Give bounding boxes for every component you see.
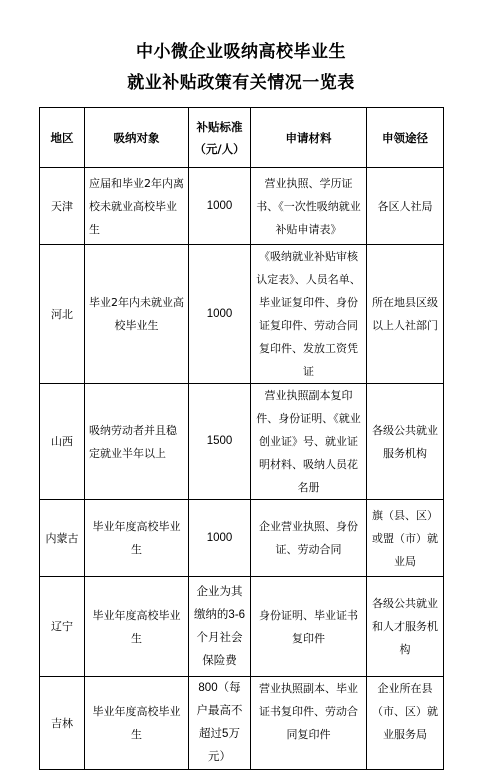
table-row [40,168,444,245]
cell-channel: 各级公共就业服务机构 [367,384,444,500]
table-row [40,245,444,384]
cell-channel: 旗（县、区）或盟（市）就业局 [367,500,444,577]
policy-table [39,107,444,770]
cell-standard: 800（每户最高不超过5万元） [189,677,251,770]
page-subtitle: 就业补贴政策有关情况一览表 [127,73,355,93]
cell-materials: 营业执照副本、毕业证书复印件、劳动合同复印件 [251,677,367,770]
table-row [40,500,444,577]
cell-standard: 1000 [189,245,251,384]
table-header-row [40,108,444,168]
cell-standard: 1000 [189,168,251,245]
header-target: 吸纳对象 [85,108,189,168]
cell-target: 毕业2年内未就业高校毕业生 [85,245,189,384]
cell-materials: 企业营业执照、身份证、劳动合同 [251,500,367,577]
cell-target: 毕业年度高校毕业生 [85,677,189,770]
cell-standard: 1000 [189,500,251,577]
table-row [40,384,444,500]
cell-materials: 《吸纳就业补贴审核认定表》、人员名单、毕业证复印件、身份证复印件、劳动合同复印件、发放工资凭证 [251,245,367,384]
cell-target: 毕业年度高校毕业生 [85,500,189,577]
cell-region: 吉林 [40,677,85,770]
cell-target: 应届和毕业2年内离校未就业高校毕业生 [85,168,189,245]
cell-materials: 营业执照、学历证书、《一次性吸纳就业补贴申请表》 [251,168,367,245]
cell-channel: 所在地县区级以上人社部门 [367,245,444,384]
cell-channel: 各区人社局 [367,168,444,245]
page-title: 中小微企业吸纳高校毕业生 [136,42,346,62]
cell-channel: 企业所在县（市、区）就业服务局 [367,677,444,770]
cell-channel: 各级公共就业和人才服务机构 [367,577,444,677]
cell-target: 吸纳劳动者并且稳定就业半年以上 [85,384,189,500]
cell-standard: 企业为其缴纳的3-6个月社会保险费 [189,577,251,677]
table-row [40,677,444,770]
table-row [40,577,444,677]
cell-region: 天津 [40,168,85,245]
cell-target: 毕业年度高校毕业生 [85,577,189,677]
header-region: 地区 [40,108,85,168]
cell-region: 山西 [40,384,85,500]
cell-standard: 1500 [189,384,251,500]
header-standard: 补贴标准（元/人） [189,108,251,168]
cell-materials: 身份证明、毕业证书复印件 [251,577,367,677]
cell-region: 辽宁 [40,577,85,677]
header-materials: 申请材料 [251,108,367,168]
cell-region: 河北 [40,245,85,384]
cell-materials: 营业执照副本复印件、身份证明、《就业创业证》号、就业证明材料、吸纳人员花名册 [251,384,367,500]
header-channel: 申领途径 [367,108,444,168]
cell-region: 内蒙古 [40,500,85,577]
